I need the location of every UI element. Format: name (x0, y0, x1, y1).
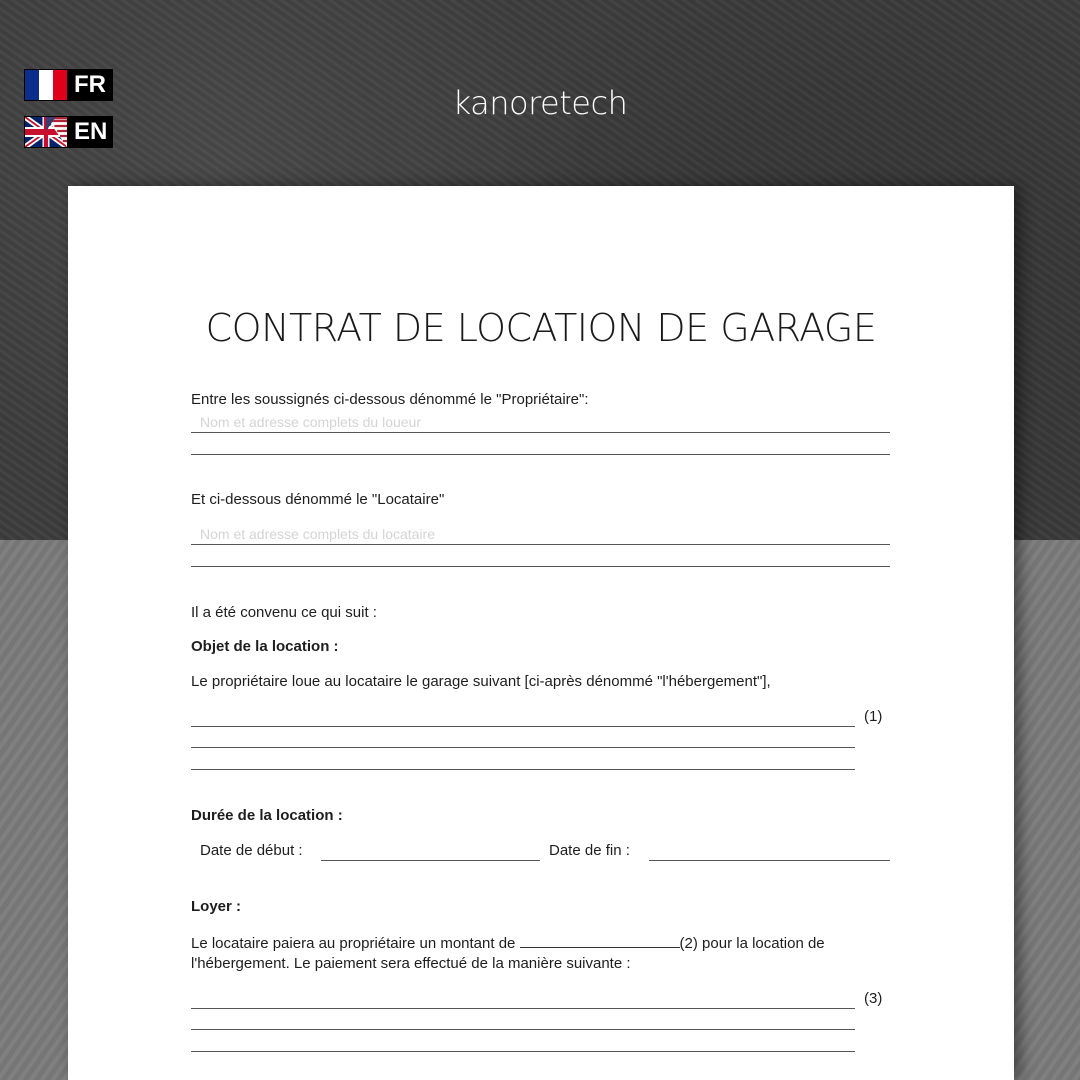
note-3: (3) (864, 990, 883, 1007)
language-en[interactable] (24, 116, 113, 148)
start-date-line[interactable] (321, 860, 540, 861)
france-flag-icon (24, 69, 68, 101)
object-line-2[interactable] (191, 747, 855, 748)
rent-text-line-1 (191, 933, 825, 952)
note-1: (1) (864, 708, 883, 725)
rent-amount-line[interactable] (520, 933, 680, 948)
object-line-3[interactable] (191, 769, 855, 770)
start-date-label: Date de début : (200, 842, 303, 859)
document-title: CONTRAT DE LOCATION DE GARAGE (205, 306, 877, 350)
language-fr-label: FR (68, 69, 113, 101)
owner-intro: Entre les soussignés ci-dessous dénommé le "Propriétaire": (191, 391, 589, 408)
owner-line-1[interactable] (191, 432, 890, 433)
object-text: Le propriétaire loue au locataire le garage suivant [ci-après dénommé "l'hébergement"], (191, 673, 771, 690)
tenant-line-1[interactable] (191, 544, 890, 545)
payment-line-3[interactable] (191, 1051, 855, 1052)
tenant-intro: Et ci-dessous dénommé le "Locataire" (191, 491, 445, 508)
payment-line-2[interactable] (191, 1029, 855, 1030)
rent-text-before: Le locataire paiera au propriétaire un montant de (191, 935, 516, 952)
payment-line-1[interactable] (191, 1008, 855, 1009)
end-date-line[interactable] (649, 860, 890, 861)
end-date-label: Date de fin : (549, 842, 630, 859)
uk-us-flag-icon (24, 116, 68, 148)
rent-text-after: (2) pour la location de (679, 935, 825, 952)
rent-text-line-2: l'hébergement. Le paiement sera effectué de la manière suivante : (191, 955, 631, 972)
brand-name: kanoretech (452, 84, 628, 122)
language-en-label: EN (68, 116, 113, 148)
duration-heading: Durée de la location : (191, 807, 343, 824)
tenant-line-2[interactable] (191, 566, 890, 567)
agreed-text: Il a été convenu ce qui suit : (191, 604, 377, 621)
language-fr[interactable] (24, 69, 113, 101)
rent-heading: Loyer : (191, 898, 242, 915)
object-line-1[interactable] (191, 726, 855, 727)
owner-line-2[interactable] (191, 454, 890, 455)
object-heading: Objet de la location : (191, 638, 339, 655)
tenant-placeholder: Nom et adresse complets du locataire (200, 526, 435, 542)
owner-placeholder: Nom et adresse complets du loueur (200, 414, 421, 430)
